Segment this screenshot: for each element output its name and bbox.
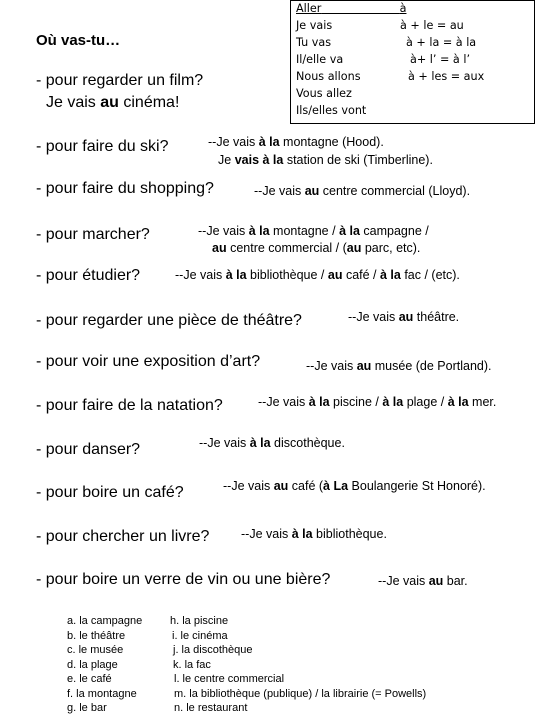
question-marcher: - pour marcher? — [36, 226, 150, 243]
answer-preposition: à la — [380, 268, 401, 282]
answer-text: montagne (Hood). — [279, 135, 384, 149]
answer-film-bold: au — [100, 94, 119, 111]
conj-subject: Nous allons — [296, 70, 361, 83]
answer-text: café ( — [288, 479, 324, 493]
page-title: Où vas-tu… — [36, 32, 121, 49]
answer-text: --Je vais — [348, 310, 399, 324]
answer-text: bibliothèque. — [312, 527, 387, 541]
answer-film-pre: Je vais — [46, 94, 101, 111]
answer-preposition: au — [346, 241, 362, 255]
answer-preposition: au — [327, 268, 343, 282]
answer-line — [306, 359, 492, 373]
answer-line — [241, 527, 387, 541]
question-danser: - pour danser? — [36, 441, 141, 458]
answer-text: --Je vais — [223, 479, 274, 493]
answer-text: campagne / — [359, 224, 429, 238]
conj-header — [296, 1, 406, 18]
answer-line — [218, 153, 433, 167]
conj-header-left: Aller — [296, 2, 322, 15]
answer-preposition: à la — [447, 395, 469, 409]
place-item: h. la piscine — [170, 615, 229, 627]
answer-preposition: à la — [339, 224, 360, 238]
conj-rule: à + le = au — [400, 19, 464, 32]
question-natation: - pour faire de la natation? — [36, 397, 223, 414]
answer-line — [254, 184, 470, 198]
answer-film-post: cinéma! — [118, 94, 180, 111]
conj-subject: Tu vas — [296, 36, 332, 49]
place-item: g. le bar — [67, 702, 107, 714]
question-cafe: - pour boire un café? — [36, 484, 184, 501]
place-item: i. le cinéma — [172, 629, 228, 642]
answer-preposition: à la — [258, 135, 280, 149]
conj-rule: à + les = aux — [408, 70, 485, 83]
answer-text: --Je vais — [208, 135, 259, 149]
answer-text: théâtre. — [413, 310, 460, 324]
answer-preposition: à La — [323, 479, 349, 493]
answer-line — [198, 224, 429, 238]
conjugation-box — [290, 0, 535, 124]
answer-text: --Je vais — [241, 527, 292, 541]
answer-preposition: à la — [248, 224, 270, 238]
places-list-right — [170, 614, 426, 716]
answer-preposition: au — [428, 574, 444, 588]
answer-line — [258, 395, 496, 409]
answer-text: Boulangerie St Honoré). — [348, 479, 486, 493]
answer-text: fac / (etc). — [400, 268, 460, 282]
question-exposition: - pour voir une exposition d’art? — [36, 353, 261, 370]
question-livre: - pour chercher un livre? — [36, 528, 210, 545]
answer-preposition: à la — [249, 436, 271, 450]
answer-text: centre commercial / ( — [226, 241, 347, 255]
conj-rule: à+ l’ = à l’ — [410, 53, 471, 66]
answer-film — [46, 94, 179, 112]
answer-line — [223, 479, 486, 493]
answer-text: piscine / — [329, 395, 383, 409]
answer-text: parc, etc). — [361, 241, 421, 255]
answer-text: station de ski (Timberline). — [283, 153, 433, 167]
conj-header-underline — [321, 2, 399, 15]
place-item: d. la plage — [67, 658, 118, 671]
answer-text: --Je vais — [378, 574, 429, 588]
answer-preposition: à la — [308, 395, 330, 409]
answer-preposition: au — [304, 184, 320, 198]
answer-preposition: au — [212, 241, 227, 255]
answer-text: centre commercial (Lloyd). — [319, 184, 471, 198]
answer-text: --Je vais — [175, 268, 226, 282]
answer-text: montagne / — [269, 224, 340, 238]
question-theatre: - pour regarder une pièce de théâtre? — [36, 312, 302, 329]
place-item: b. le théâtre — [67, 629, 126, 642]
conj-subject: Ils/elles vont — [296, 104, 367, 117]
answer-preposition: au — [398, 310, 414, 324]
answer-line — [348, 310, 459, 324]
place-item: l. le centre commercial — [174, 673, 285, 685]
place-item: n. le restaurant — [174, 702, 248, 714]
conj-rule: à + la = à la — [406, 36, 477, 49]
place-item: c. le musée — [67, 644, 124, 656]
answer-text: --Je vais — [258, 395, 309, 409]
question-shopping: - pour faire du shopping? — [36, 180, 214, 197]
answer-preposition: à la — [382, 395, 404, 409]
answer-preposition: à la — [291, 527, 313, 541]
question-etudier: - pour étudier? — [36, 267, 141, 284]
conj-subject: Il/elle va — [296, 53, 344, 66]
answer-text: --Je vais — [198, 224, 249, 238]
place-item: j. la discothèque — [173, 644, 253, 656]
question-vin: - pour boire un verre de vin ou une bière? — [36, 571, 331, 588]
answer-line — [199, 436, 345, 450]
answer-text: mer. — [468, 395, 497, 409]
question-film: - pour regarder un film? — [36, 72, 204, 89]
answer-preposition: vais à la — [234, 153, 284, 167]
answer-text: bar. — [443, 574, 468, 588]
answer-text: bibliothèque / — [246, 268, 328, 282]
answer-text: --Je vais — [254, 184, 305, 198]
answer-text: --Je vais — [306, 359, 357, 373]
conj-subject: Je vais — [296, 19, 333, 32]
answer-text: plage / — [403, 395, 448, 409]
answer-line — [208, 135, 384, 149]
conj-subject: Vous allez — [296, 87, 352, 100]
place-item: k. la fac — [173, 658, 211, 671]
conj-header-right: à — [399, 2, 407, 15]
answer-text: café / — [342, 268, 380, 282]
answer-preposition: au — [356, 359, 372, 373]
answer-line — [212, 241, 420, 255]
answer-line — [378, 574, 468, 588]
place-item: a. la campagne — [67, 615, 143, 627]
answer-text: Je — [218, 153, 235, 167]
place-item: e. le café — [67, 673, 112, 685]
answer-text: musée (de Portland). — [371, 359, 492, 373]
places-list-left — [67, 614, 142, 716]
answer-text: discothèque. — [270, 436, 345, 450]
answer-preposition: à la — [225, 268, 247, 282]
place-item: m. la bibliothèque (publique) / la librairie (= Powells) — [174, 687, 427, 700]
answer-preposition: au — [273, 479, 289, 493]
answer-line — [175, 268, 460, 282]
answer-text: --Je vais — [199, 436, 250, 450]
place-item: f. la montagne — [67, 687, 137, 700]
question-ski: - pour faire du ski? — [36, 138, 169, 155]
